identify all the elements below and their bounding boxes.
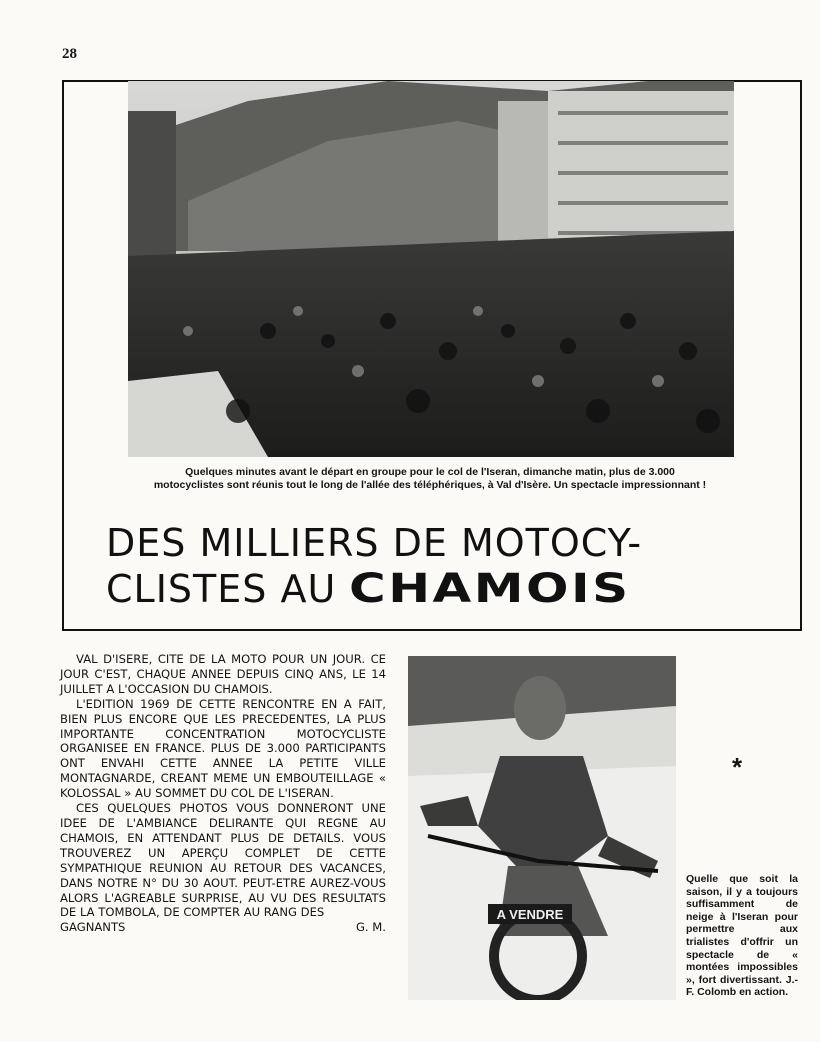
- article-paragraph-2: L'EDITION 1969 DE CETTE RENCONTRE EN A FAIT, BIEN PLUS ENCORE QUE LES PRECEDENTES, LA PLUS IMPORTANTE CONCENTRATION MOTOCYCLISTE ORGANISEE EN FRANCE. PLUS DE 3.000 PARTICIPANTS ONT ENVAHI CETTE ANNEE LA PETITE VILLE MONTAGNARDE, CREANT MEME UN EMBOUTEILLAGE « KOLOSSAL » AU SOMMET DU COL DE L'ISERAN.: [60, 696, 386, 801]
- article-last-word: GAGNANTS: [60, 920, 126, 935]
- rider-photo: [408, 656, 676, 1000]
- headline: [106, 520, 766, 612]
- headline-bold-chamois: CHAMOIS: [349, 566, 631, 612]
- headline-line-2: [106, 566, 766, 612]
- page-number: 28: [62, 46, 77, 62]
- article-signature: G. M.: [355, 920, 386, 935]
- article-signature-line: [60, 920, 386, 935]
- plate-text: A VENDRE: [496, 907, 564, 922]
- article-paragraph-1: VAL D'ISERE, CITE DE LA MOTO POUR UN JOUR. CE JOUR C'EST, CHAQUE ANNEE DEPUIS CINQ ANS, LE 14 JUILLET A L'OCCASION DU CHAMOIS.: [60, 652, 386, 696]
- crowd-photo: [128, 81, 734, 457]
- headline-plain: CLISTES AU: [106, 567, 350, 611]
- crowd-photo-caption: Quelques minutes avant le départ en groupe pour le col de l'Iseran, dimanche matin, plus de 3.000 motocyclistes sont réunis tout le long de l'allée des téléphériques, à Val d'Isère. Un spectacle impressionnant !: [153, 466, 707, 491]
- headline-line-1: DES MILLIERS DE MOTOCY-: [106, 521, 643, 565]
- rider-photo-caption: Quelle que soit la saison, il y a toujours suffisamment de neige à l'Iseran pour permettre aux trialistes d'offrir un spectacle de « montées impossibles », fort divertissant. J.-F. Colomb en action.: [686, 873, 798, 999]
- asterisk-ornament: *: [732, 752, 743, 782]
- article-paragraph-3: CES QUELQUES PHOTOS VOUS DONNERONT UNE IDEE DE L'AMBIANCE DELIRANTE QUI REGNE AU CHAMOIS, EN ATTENDANT PLUS DE DETAILS. VOUS TROUVEREZ UN APERÇU COMPLET DE CETTE SYMPATHIQUE REUNION AU RETOUR DES VACANCES, DANS NOTRE N° DU 30 AOUT. PEUT-ETRE AUREZ-VOUS ALORS L'AGREABLE SURPRISE, AU VU DES RESULTATS DE LA TOMBOLA, DE COMPTER AU RANG DES: [60, 801, 386, 920]
- article-body: [60, 652, 386, 935]
